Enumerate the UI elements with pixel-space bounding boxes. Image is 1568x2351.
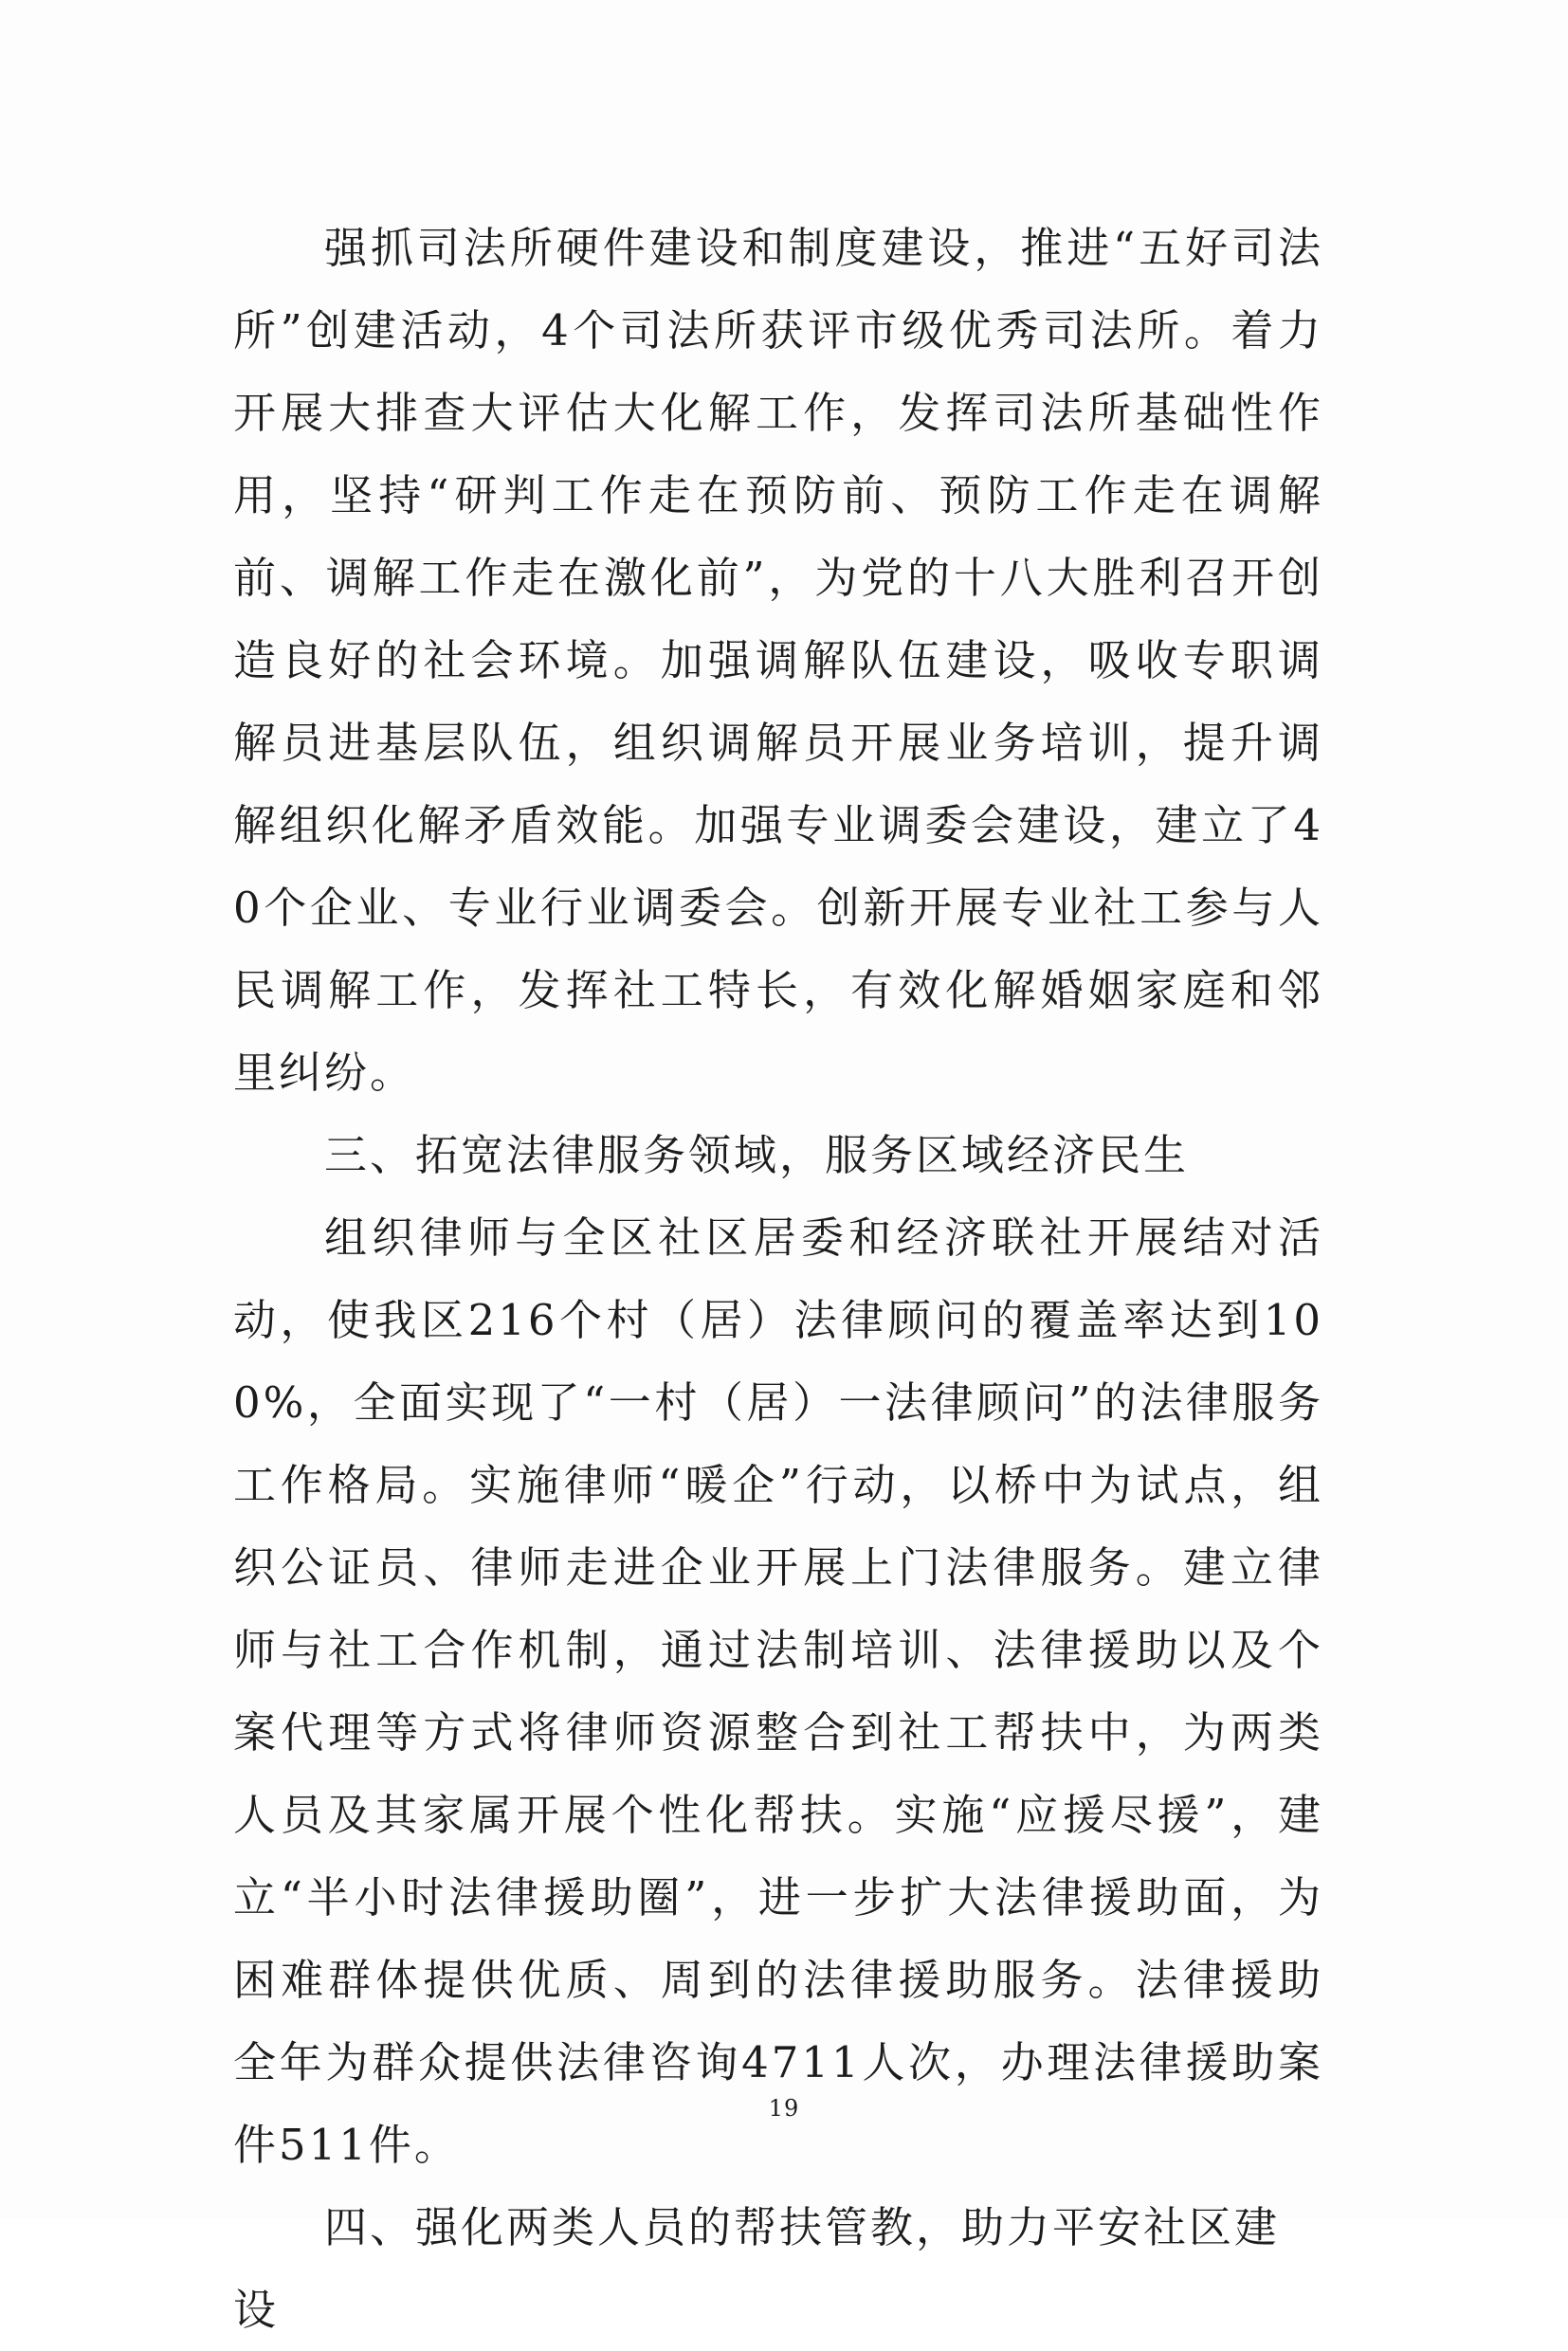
section-heading-legal-services: 三、拓宽法律服务领域，服务区域经济民生 — [324, 1130, 1190, 1180]
page-number: 19 — [768, 2095, 800, 2122]
section-heading-assistance: 四、强化两类人员的帮扶管教，助力平安社区建设 — [233, 2202, 1281, 2335]
document-body — [233, 207, 1323, 2351]
paragraph-judicial-offices: 强抓司法所硬件建设和制度建设，推进“五好司法所”创建活动，4个司法所获评市级优秀司法所。着力开展大排查大评估大化解工作，发挥司法所基础性作用，坚持“研判工作走在预防前、预防工作走在调解前、调解工作走在激化前”，为党的十八大胜利召开创造良好的社会环境。加强调解队伍建设，吸收专职调解员进基层队伍，组织调解员开展业务培训，提升调解组织化解矛盾效能。加强专业调委会建设，建立了40个企业、专业行业调委会。创新开展专业社工参与人民调解工作，发挥社工特长，有效化解婚姻家庭和邻里纠纷。 — [233, 223, 1323, 1098]
paragraph-legal-services: 组织律师与全区社区居委和经济联社开展结对活动，使我区216个村（居）法律顾问的覆盖率达到100%，全面实现了“一村（居）一法律顾问”的法律服务工作格局。实施律师“暖企”行动，以桥中为试点，组织公证员、律师走进企业开展上门法律服务。建立律师与社工合作机制，通过法制培训、法律援助以及个案代理等方式将律师资源整合到社工帮扶中，为两类人员及其家属开展个性化帮扶。实施“应援尽援”，建立“半小时法律援助圈”，进一步扩大法律援助面，为困难群体提供优质、周到的法律援助服务。法律援助全年为群众提供法律咨询4711人次，办理法律援助案件511件。 — [233, 1212, 1323, 2170]
